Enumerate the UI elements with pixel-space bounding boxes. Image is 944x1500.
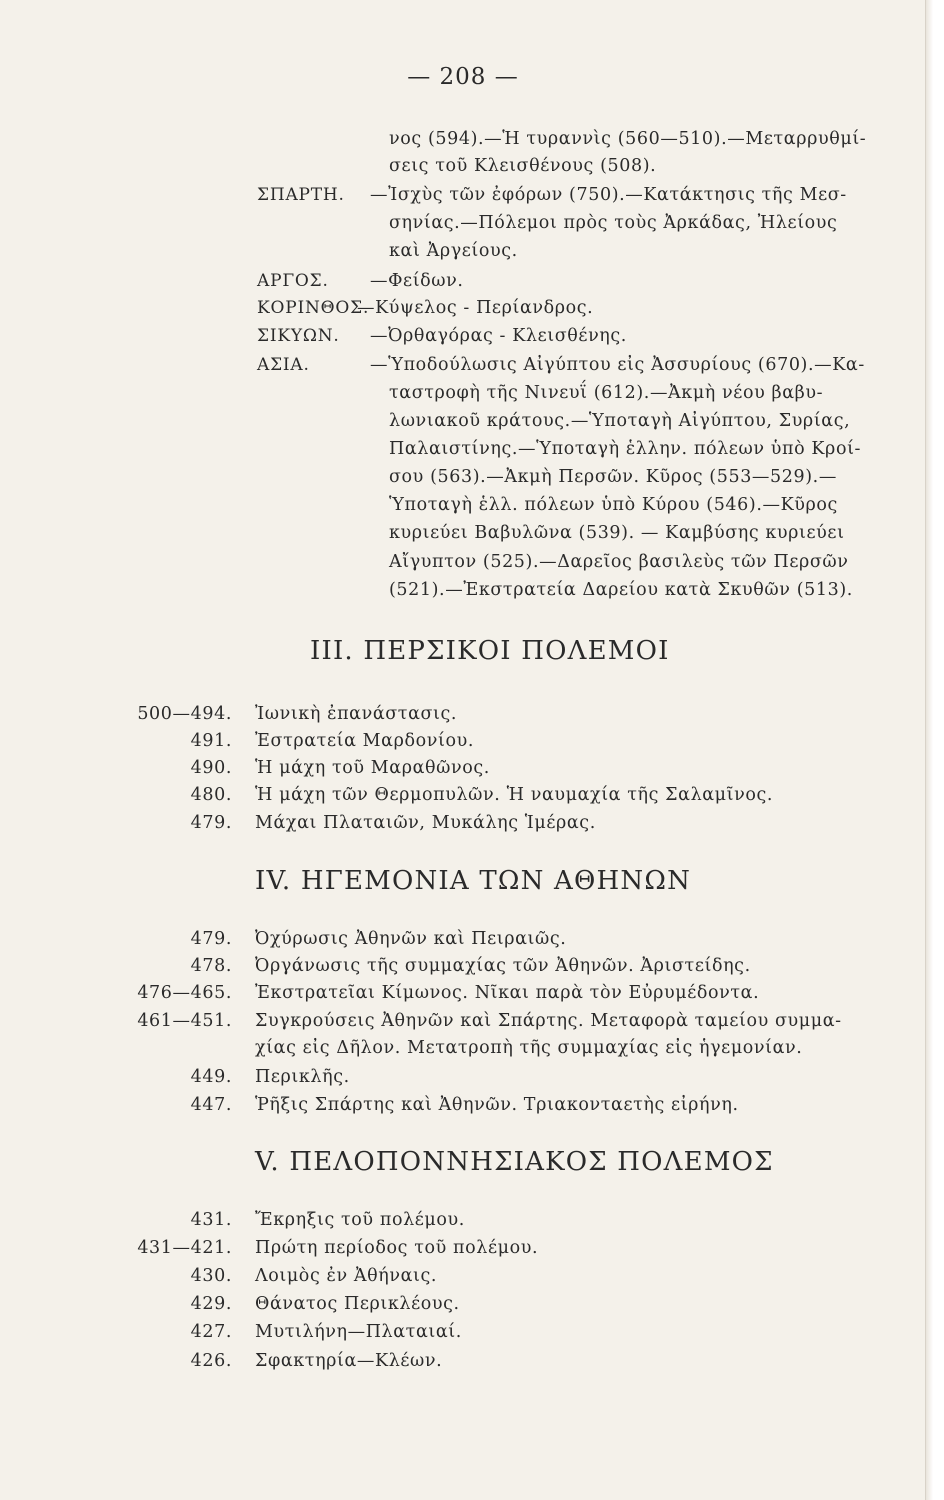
state-label-asia: ΑΣΙΑ. bbox=[257, 355, 310, 375]
entry-text: Ὀχύρωσις Ἀθηνῶν καὶ Πειραιῶς. bbox=[255, 929, 567, 949]
year-label: 431—421. bbox=[137, 1238, 232, 1258]
entry-text: Συγκρούσεις Ἀθηνῶν καὶ Σπάρτης. Μεταφορὰ ταμείου συμμα- bbox=[255, 1011, 842, 1031]
year-label: 478. bbox=[190, 956, 232, 976]
entry-text: Μάχαι Πλαταιῶν, Μυκάλης Ἱμέρας. bbox=[255, 813, 596, 833]
section-heading-5: V. ΠΕΛΟΠΟΝΝΗΣΙΑΚΟΣ ΠΟΛΕΜΟΣ bbox=[255, 1147, 774, 1177]
state-label-sparta: ΣΠΑΡΤΗ. bbox=[257, 185, 345, 205]
year-label: 491. bbox=[190, 731, 232, 751]
year-label: 479. bbox=[190, 929, 232, 949]
entry-text: Περικλῆς. bbox=[255, 1067, 350, 1087]
text-line: Αἴγυπτον (525).—Δαρεῖος βασιλεὺς τῶν Περσῶν bbox=[389, 552, 849, 572]
entry-text: Ἡ μάχη τοῦ Μαραθῶνος. bbox=[255, 758, 490, 778]
text-line: νος (594).—Ἡ τυραννὶς (560—510).—Μεταρρυθμί- bbox=[389, 129, 867, 149]
year-label: 461—451. bbox=[137, 1011, 232, 1031]
state-label-corinth: ΚΟΡΙΝΘΟΣ. bbox=[257, 298, 370, 318]
text-line: —Φείδων. bbox=[370, 271, 464, 291]
year-label: 430. bbox=[190, 1266, 232, 1286]
page-number: — 208 — bbox=[407, 64, 519, 90]
entry-text: Μυτιλήνη—Πλαταιαί. bbox=[255, 1322, 462, 1342]
year-label: 427. bbox=[190, 1322, 232, 1342]
text-line: σου (563).—Ἀκμὴ Περσῶν. Κῦρος (553—529).— bbox=[389, 467, 837, 487]
year-label: 426. bbox=[190, 1351, 232, 1371]
year-label: 479. bbox=[190, 813, 232, 833]
text-line: —Κύψελος - Περίανδρος. bbox=[357, 298, 594, 318]
entry-text: Λοιμὸς ἐν Ἀθήναις. bbox=[255, 1266, 438, 1286]
year-label: 429. bbox=[190, 1294, 232, 1314]
entry-text: Ἔκρηξις τοῦ πολέμου. bbox=[255, 1210, 465, 1230]
entry-text: Σφακτηρία—Κλέων. bbox=[255, 1351, 443, 1371]
state-label-sikyon: ΣΙΚΥΩΝ. bbox=[257, 326, 340, 346]
entry-text: Πρώτη περίοδος τοῦ πολέμου. bbox=[255, 1238, 539, 1258]
text-line: σεις τοῦ Κλεισθένους (508). bbox=[389, 156, 657, 176]
text-line: —Ὀρθαγόρας - Κλεισθένης. bbox=[370, 326, 627, 346]
section-heading-3: III. ΠΕΡΣΙΚΟΙ ΠΟΛΕΜΟΙ bbox=[310, 636, 670, 666]
entry-text: Ἡ μάχη τῶν Θερμοπυλῶν. Ἡ ναυμαχία τῆς Σαλαμῖνος. bbox=[255, 785, 774, 805]
entry-text: Ῥῆξις Σπάρτης καὶ Ἀθηνῶν. Τριακονταετὴς εἰρήνη. bbox=[255, 1095, 739, 1115]
text-line: ταστροφὴ τῆς Νινευΐ (612).—Ἀκμὴ νέου βαβυ- bbox=[389, 383, 824, 403]
year-label: 500—494. bbox=[137, 704, 232, 724]
year-label: 476—465. bbox=[137, 983, 232, 1003]
year-label: 480. bbox=[190, 785, 232, 805]
text-line: λωνιακοῦ κράτους.—Ὑποταγὴ Αἰγύπτου, Συρίας, bbox=[389, 411, 851, 431]
text-line: —Ὑποδούλωσις Αἰγύπτου εἰς Ἀσσυρίους (670).—Κα- bbox=[370, 355, 865, 375]
text-line: σηνίας.—Πόλεμοι πρὸς τοὺς Ἀρκάδας, Ἠλείους bbox=[389, 213, 838, 233]
entry-text: Θάνατος Περικλέους. bbox=[255, 1294, 460, 1314]
text-line: καὶ Ἀργείους. bbox=[389, 241, 518, 261]
year-label: 449. bbox=[190, 1067, 232, 1087]
text-line: Παλαιστίνης.—Ὑποταγὴ ἑλλην. πόλεων ὑπὸ Κροί- bbox=[389, 439, 862, 459]
section-heading-4: IV. ΗΓΕΜΟΝΙΑ ΤΩΝ ΑΘΗΝΩΝ bbox=[255, 866, 692, 896]
year-label: 490. bbox=[190, 758, 232, 778]
entry-text: Ἐκστρατεῖαι Κίμωνος. Νῖκαι παρὰ τὸν Εὐρυμέδοντα. bbox=[255, 983, 760, 1003]
text-line: κυριεύει Βαβυλῶνα (539). — Καμβύσης κυριεύει bbox=[389, 523, 845, 543]
state-label-argos: ΑΡΓΟΣ. bbox=[257, 271, 329, 291]
text-line: Ὑποταγὴ ἑλλ. πόλεων ὑπὸ Κύρου (546).—Κῦρος bbox=[389, 495, 838, 515]
year-label: 447. bbox=[190, 1095, 232, 1115]
year-label: 431. bbox=[190, 1210, 232, 1230]
text-line: —Ἰσχὺς τῶν ἐφόρων (750).—Κατάκτησις τῆς Μεσ- bbox=[370, 185, 847, 205]
entry-text: Ἐστρατεία Μαρδονίου. bbox=[255, 731, 474, 751]
text-line: (521).—Ἐκστρατεία Δαρείου κατὰ Σκυθῶν (513). bbox=[389, 580, 853, 600]
entry-text: Ὀργάνωσις τῆς συμμαχίας τῶν Ἀθηνῶν. Ἀριστείδης. bbox=[255, 956, 751, 976]
entry-text: Ἰωνικὴ ἐπανάστασις. bbox=[255, 704, 458, 724]
entry-text: χίας εἰς Δῆλον. Μετατροπὴ τῆς συμμαχίας εἰς ἡγεμονίαν. bbox=[255, 1038, 803, 1058]
page-edge bbox=[925, 0, 944, 1500]
